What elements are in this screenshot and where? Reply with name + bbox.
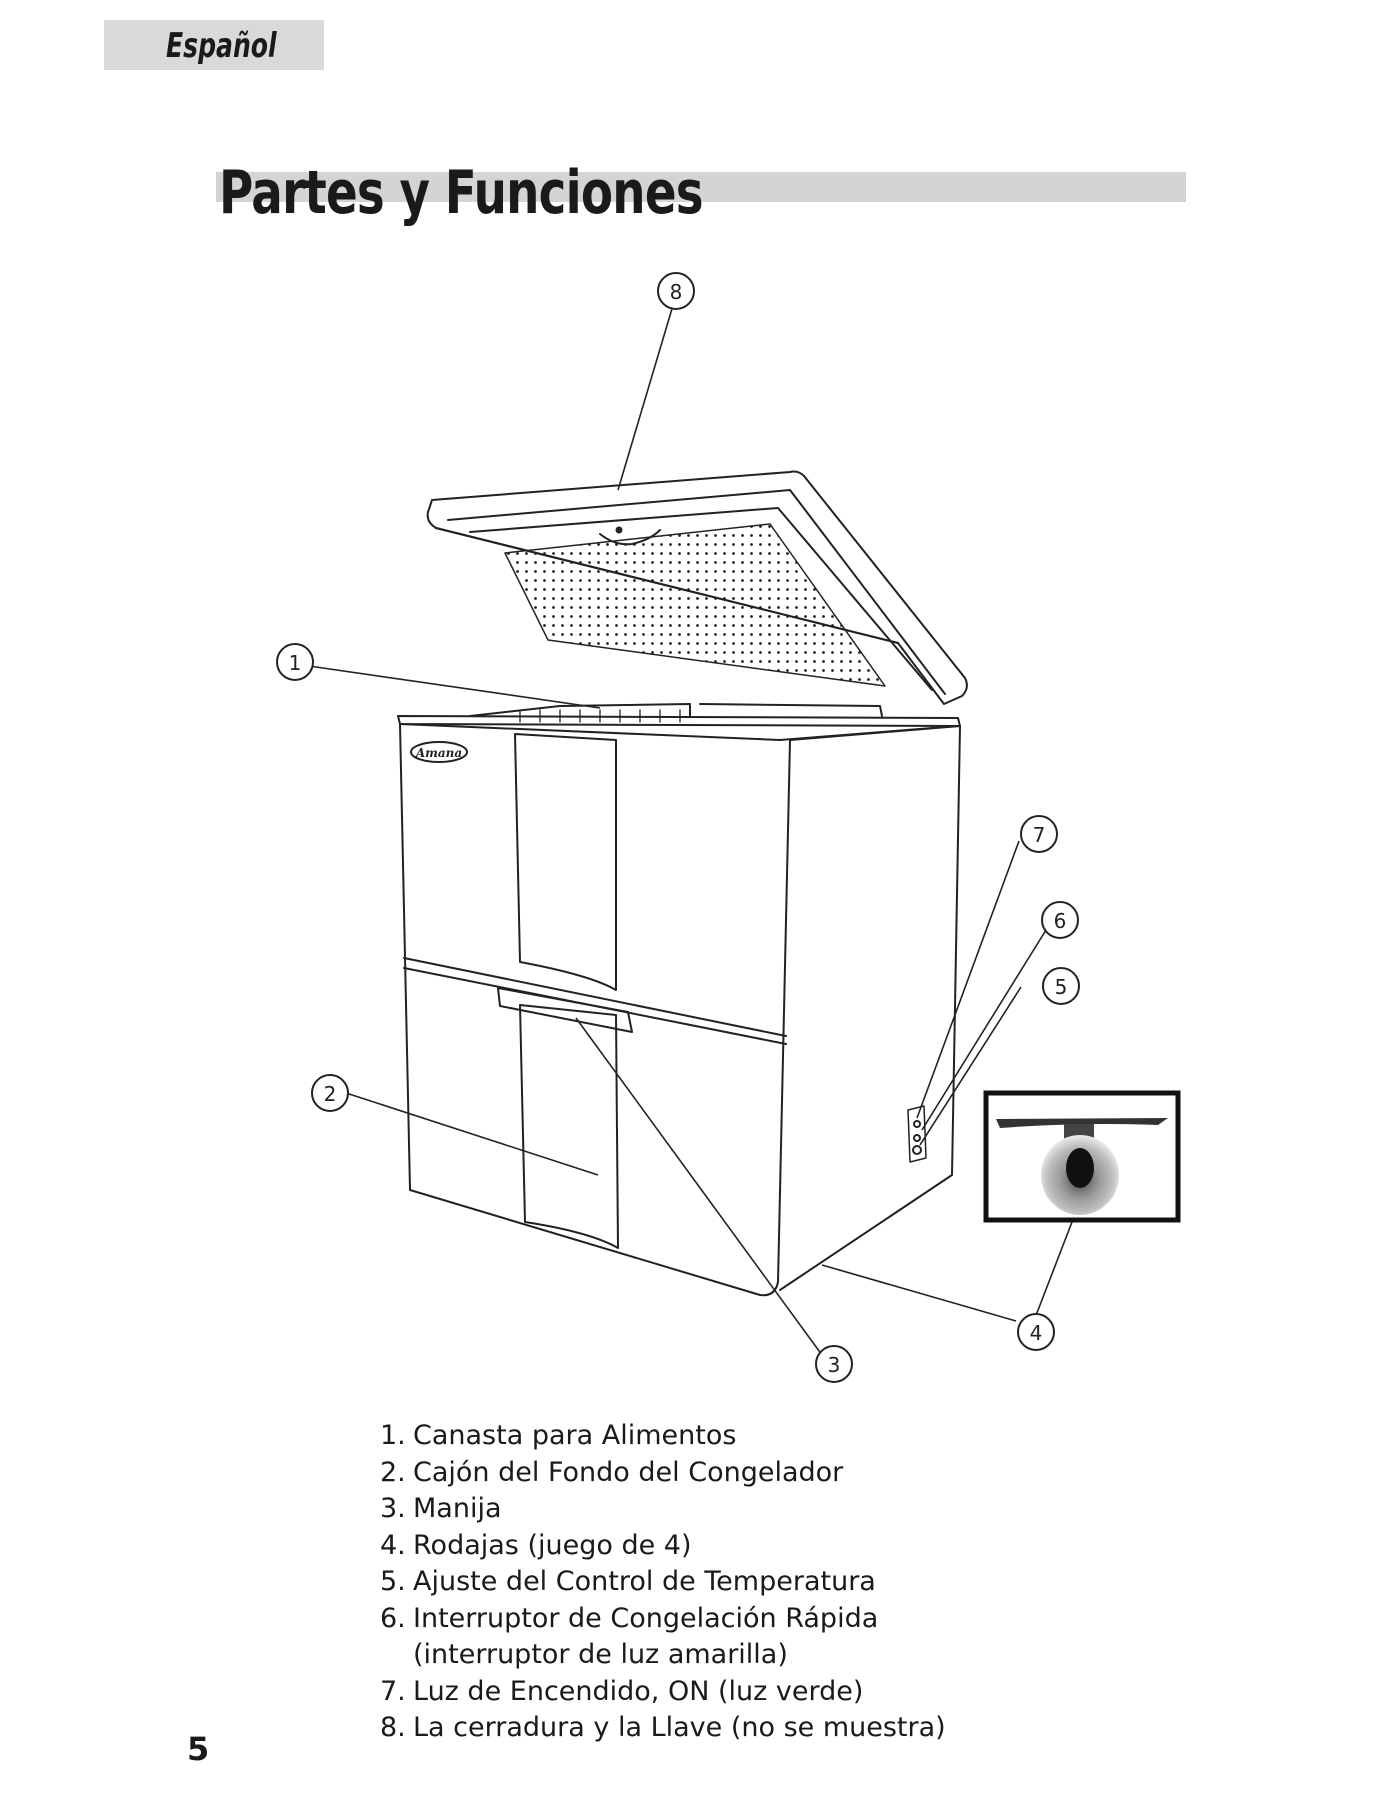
amana-logo-text: Amana	[415, 746, 463, 760]
svg-text:8: 8	[669, 280, 683, 304]
callout-2	[312, 1075, 348, 1111]
svg-text:2: 2	[323, 1082, 337, 1106]
svg-text:3: 3	[827, 1353, 841, 1377]
parts-list	[380, 1418, 946, 1747]
freezer-parts-diagram	[0, 240, 1400, 1400]
language-tab	[104, 20, 324, 70]
list-item: 3. Manija	[380, 1493, 502, 1524]
list-item: 5. Ajuste del Control de Temperatura	[380, 1566, 876, 1597]
list-item: 7. Luz de Encendido, ON (luz verde)	[380, 1675, 864, 1707]
lid-liner-dotted-panel	[505, 524, 885, 686]
svg-text:7: 7	[1032, 823, 1046, 847]
svg-text:6: 6	[1053, 909, 1067, 933]
callout-1	[277, 644, 313, 680]
list-item: 4. Rodajas (juego de 4)	[380, 1529, 692, 1561]
list-item: 2. Cajón del Fondo del Congelador	[380, 1456, 844, 1488]
page-title: Partes y Funciones	[219, 158, 703, 228]
list-item: 6. Interruptor de Congelación Rápida (interruptor de luz amarilla)	[380, 1602, 879, 1670]
cabinet-front	[400, 724, 790, 1295]
page-number: 5	[187, 1730, 210, 1768]
svg-text:5: 5	[1054, 975, 1068, 999]
svg-text:4: 4	[1029, 1321, 1043, 1345]
list-item: 8. La cerradura y la Llave (no se muestra)	[380, 1712, 946, 1743]
language-label: Español	[166, 26, 277, 66]
list-item: 1. Canasta para Alimentos	[380, 1420, 737, 1451]
callout-5	[1043, 968, 1079, 1004]
callout-8	[658, 273, 694, 309]
cabinet-side	[780, 726, 960, 1290]
callout-7	[1021, 816, 1057, 852]
callout-6	[1042, 902, 1078, 938]
svg-text:1: 1	[288, 651, 302, 675]
callout-4	[1018, 1314, 1054, 1350]
caster-inset	[986, 1093, 1178, 1220]
cabinet-top-rim	[398, 716, 960, 726]
callout-3	[816, 1346, 852, 1382]
